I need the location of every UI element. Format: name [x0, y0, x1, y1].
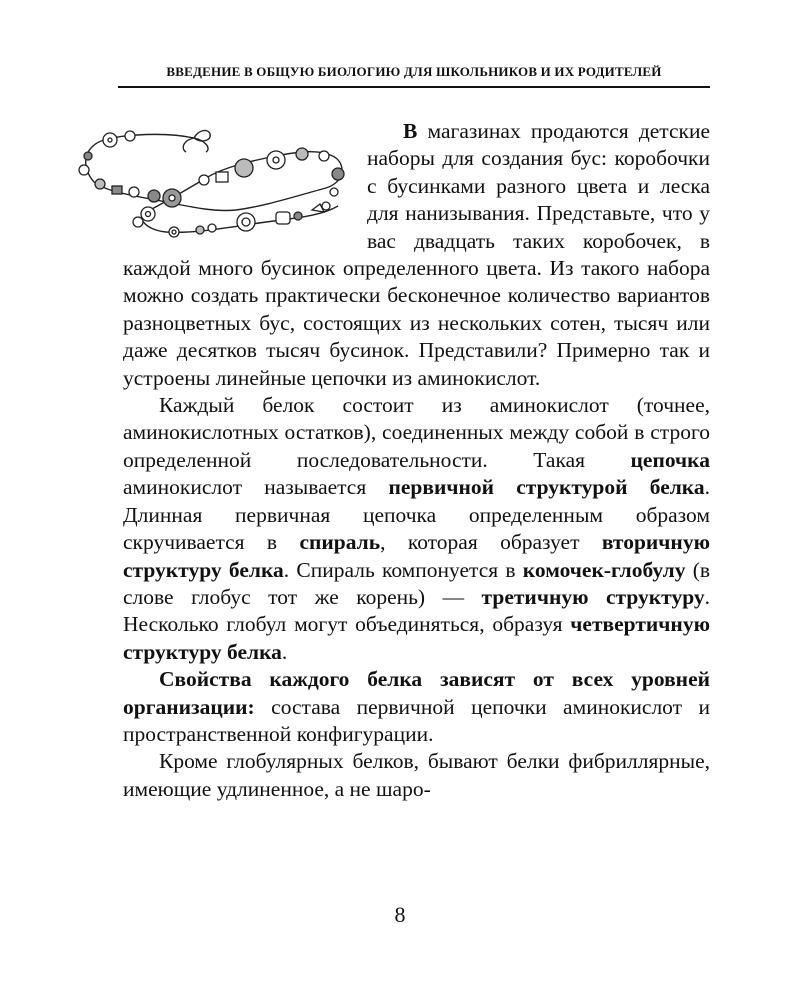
paragraph-protein-structure [123, 392, 710, 666]
term-spiral: спираль [299, 530, 381, 555]
drop-lead-word: В [403, 119, 418, 143]
paragraph-beads-text: магазинах продаются детские наборы для создания бус: коробочки с бусинками разного цвета и леска для нанизывания. Представьте, что у вас двадцать таких коробочек, в каждой много бусинок определенного цвета. Из такого набора можно создать практически бесконечное количество вариантов разноцветных бус, состоящих из нескольких сотен, тысяч или даже десятков тысяч бусинок. Представили? Примерно так и устроены линейные цепочки из аминокислот. [123, 119, 710, 390]
paragraph-fibrillar [123, 748, 710, 803]
body-text [123, 118, 710, 803]
term-secondary-structure: вторичную структуру белка [123, 530, 710, 582]
p2-text-5: . Спираль компонуется в [283, 557, 523, 582]
running-header: ВВЕДЕНИЕ В ОБЩУЮ БИОЛОГИЮ ДЛЯ ШКОЛЬНИКОВ И ИХ РОДИТЕЛЕЙ [166, 64, 662, 79]
header-rule [118, 86, 710, 88]
p2-text-2: аминокислот называется [123, 475, 389, 500]
p2-text-8: . [281, 639, 288, 664]
paragraph-protein-properties [123, 666, 710, 748]
statement-properties: Свойства каждого белка зависят от всех уровней организации: [123, 667, 710, 719]
term-primary-structure: первичной структурой белка [388, 475, 705, 500]
p2-text-7: . Несколько глобул могут объединяться, образуя [123, 584, 710, 637]
term-globule: комочек-глобулу [522, 557, 686, 582]
p3-text-1: состава первичной цепочки аминокислот и пространственной конфигурации. [123, 694, 710, 746]
term-chain: цепочка [630, 447, 710, 472]
page-number: 8 [394, 902, 406, 927]
term-tertiary-structure: третичную структуру [481, 584, 705, 609]
p4-text: Кроме глобулярных белков, бывают белки фибриллярные, имеющие удлиненное, а не шаро- [123, 749, 710, 801]
term-quaternary-structure: четвертичную структуру белка [123, 612, 710, 664]
p2-text-1: Каждый белок состоит из аминокислот (точнее, аминокислотных остатков), соединенных между собой в строго определенной последовательности. Такая [123, 393, 710, 472]
p2-text-6: (в слове глобус тот же корень) — [123, 557, 711, 609]
p2-text-4: , которая образует [380, 530, 602, 555]
p2-text-3: . Длинная первичная цепочка определенным образом скручивается в [123, 475, 710, 555]
illustration-spacer [123, 118, 367, 254]
